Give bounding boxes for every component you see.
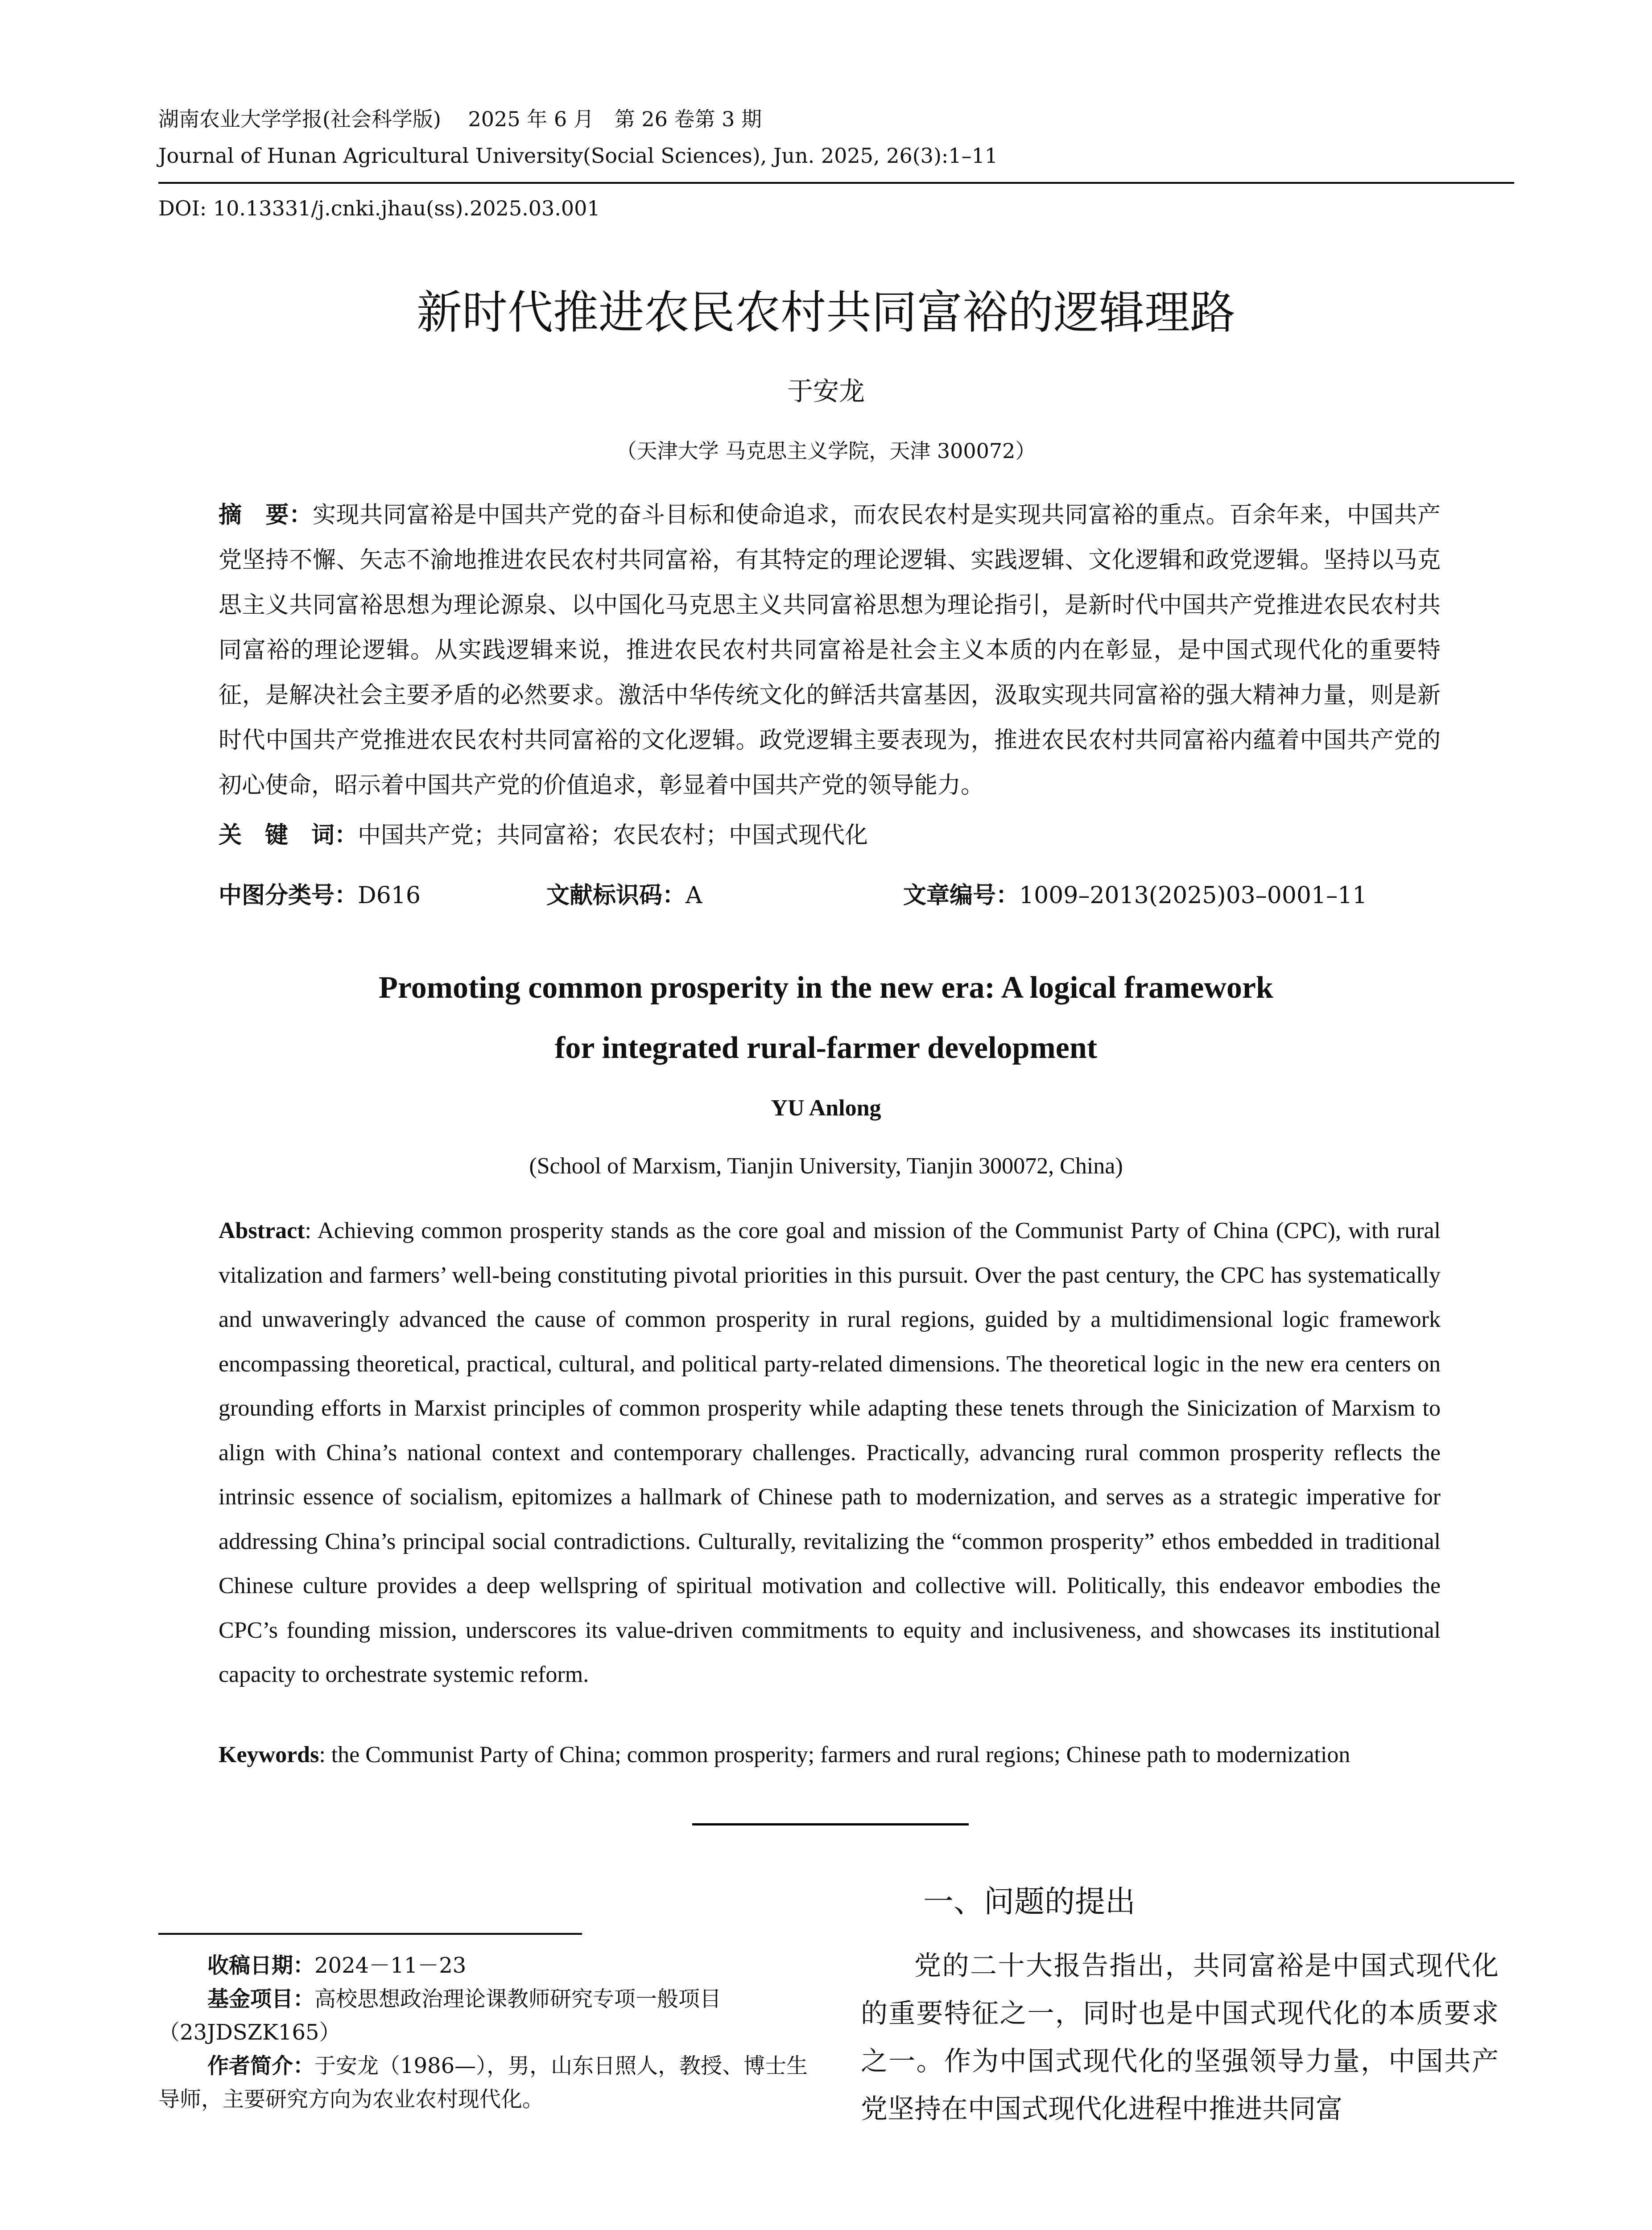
en-title-line2: for integrated rural-farmer development [554,1031,1098,1065]
article-number [903,876,1367,910]
footnotes [158,1949,827,2116]
section-title: 一、问题的提出 [923,1884,1136,1920]
cn-abstract-text: 实现共同富裕是中国共产党的奋斗目标和使命追求，而农民农村是实现共同富裕的重点。百余年来，中国共产党坚持不懈、矢志不渝地推进农民农村共同富裕，有其特定的理论逻辑、实践逻辑、文化逻辑和政党逻辑。坚持以马克思主义共同富裕思想为理论源泉、以中国化马克思主义共同富裕思想为理论指引，是新时代中国共产党推进农民农村共同富裕的理论逻辑。从实践逻辑来说，推进农民农村共同富裕是社会主义本质的内在彰显，是中国式现代化的重要特征，是解决社会主要矛盾的必然要求。激活中华传统文化的鲜活共富基因，汲取实现共同富裕的强大精神力量，则是新时代中国共产党推进农民农村共同富裕的文化逻辑。政党逻辑主要表现为，推进农民农村共同富裕内蕴着中国共产党的初心使命，昭示着中国共产党的价值追求，彰显着中国共产党的领导能力。 [219,502,1441,799]
doi: DOI: 10.13331/j.cnki.jhau(ss).2025.03.001 [158,196,600,220]
en-abstract [219,1209,1441,1697]
en-keywords-text: : the Communist Party of China; common prosperity; farmers and rural regions; Chinese path to modernization [319,1742,1351,1767]
article-no-label: 文章编号： [903,882,1020,909]
footnote-received [158,1949,827,1982]
clc-number [219,876,421,910]
en-title-line1: Promoting common prosperity in the new era: A logical framework [379,970,1273,1005]
cn-keywords-text: 中国共产党；共同富裕；农民农村；中国式现代化 [358,822,868,849]
received-label: 收稿日期： [207,1953,315,1978]
cn-abstract [219,493,1441,808]
section-divider [692,1823,969,1825]
fund-text: 高校思想政治理论课教师研究专项一般项目（23JDSZK165） [158,1986,722,2045]
journal-header-en: Journal of Hunan Agricultural University(Social Sciences), Jun. 2025, 26(3):1–11 [158,144,998,168]
cn-keywords [219,816,868,850]
cn-author: 于安龙 [787,376,865,406]
cn-affiliation: （天津大学 马克思主义学院，天津 300072） [616,439,1036,463]
cn-abstract-label: 摘 要： [219,502,313,529]
received-date: 2024－11－23 [314,1953,467,1978]
header-rule [158,182,1514,184]
footnote-rule [158,1933,582,1935]
en-keywords [219,1742,1350,1768]
doc-code-value: A [686,882,702,909]
en-abstract-text: : Achieving common prosperity stands as the core goal and mission of the Communist Party of China (CPC), with rural vitalization and farmers’ well-being constituting pivotal priorities in this pursuit. Over the past century, the CPC has systematically and unwaveringly advanced the cause of common prosperity in rural regions, guided by a multidimensional logic framework encompassing theoretical, practical, cultural, and political party-related dimensions. The theoretical logic in the new era centers on grounding efforts in Marxist principles of common prosperity while adapting these tenets through the Sinicization of Marxism to align with China’s national context and contemporary challenges. Practically, advancing rural common prosperity reflects the intrinsic essence of socialism, epitomizes a hallmark of Chinese path to modernization, and serves as a strategic imperative for addressing China’s principal social contradictions. Culturally, revitalizing the “common prosperity” ethos embedded in traditional Chinese culture provides a deep wellspring of spiritual motivation and collective will. Politically, this endeavor embodies the CPC’s founding mission, underscores its value-driven commitments to equity and inclusiveness, and showcases its institutional capacity to orchestrate systemic reform. [219,1218,1441,1687]
footnote-fund [158,1982,827,2049]
journal-header-cn: 湖南农业大学学报(社会科学版) 2025 年 6 月 第 26 卷第 3 期 [158,107,762,131]
en-abstract-label: Abstract [219,1218,305,1243]
cn-title: 新时代推进农民农村共同富裕的逻辑理路 [417,286,1235,339]
bio-label: 作者简介： [207,2053,315,2078]
fund-label: 基金项目： [207,1986,315,2011]
en-keywords-label: Keywords [219,1742,319,1767]
doc-code-label: 文献标识码： [546,882,686,909]
clc-label: 中图分类号： [219,882,358,909]
clc-value: D616 [358,882,421,909]
en-author: YU Anlong [771,1095,881,1121]
footnote-bio [158,2049,827,2116]
document-code [546,876,702,910]
en-affiliation: (School of Marxism, Tianjin University, Tianjin 300072, China) [529,1153,1123,1179]
bio-text: 于安龙（1986—），男，山东日照人，教授、博士生导师，主要研究方向为农业农村现代化。 [158,2053,808,2112]
body-paragraph: 党的二十大报告指出，共同富裕是中国式现代化的重要特征之一，同时也是中国式现代化的本质要求之一。作为中国式现代化的坚强领导力量，中国共产党坚持在中国式现代化进程中推进共同富 [861,1950,1499,2125]
cn-keywords-label: 关 键 词： [219,822,358,849]
article-no-value: 1009–2013(2025)03–0001–11 [1019,882,1367,909]
